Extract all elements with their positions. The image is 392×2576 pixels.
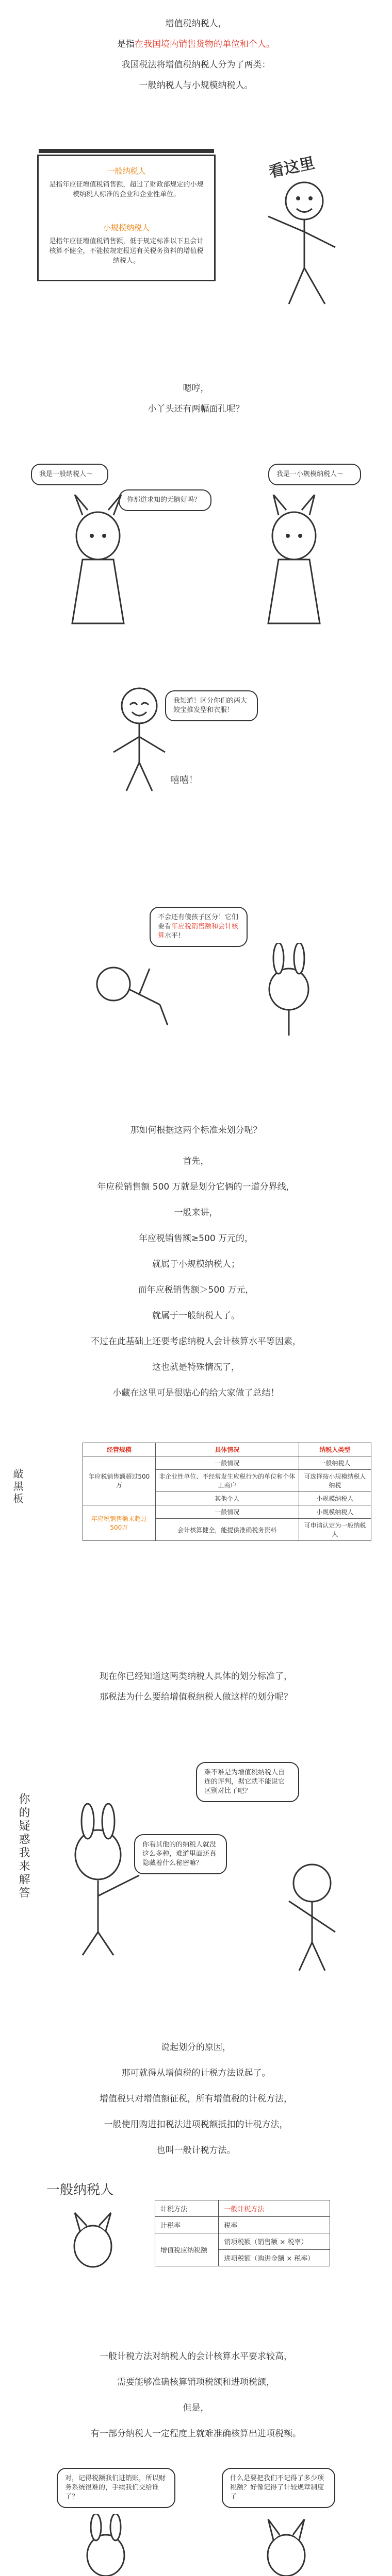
- speech-bubble: 你看其他的的纳税人就没这么多种，难道里面还真隐藏着什么秘密嘛？: [134, 1834, 227, 1874]
- small-title: 小规模纳税人: [103, 223, 150, 232]
- small-text: 是指年应征增值税销售额，低于规定标准以下且会计核算不健全，不能按规定报送有关税务资料的增值税纳税人。: [49, 238, 204, 265]
- table-row: 其他个人 小规模纳税人: [83, 1492, 371, 1505]
- p3-line: 就属于一般纳税人了。: [152, 1311, 240, 1321]
- rabbit-girl-figure: [248, 2514, 325, 2576]
- rabbit-teacher-figure: [52, 1803, 144, 1958]
- stick-figure-falling: [83, 948, 170, 1041]
- p3-line: 而年应税销售额＞500 万元，: [138, 1285, 254, 1295]
- table-row: 会计核算健全，能提供准确税务资料 可申请认定为一般纳税人: [83, 1519, 371, 1541]
- p5-line: 一般使用购进扣税法进项税额抵扣的计税方法，: [104, 2120, 288, 2130]
- stick-figure-laughing: [98, 680, 181, 793]
- p5-line: 说起划分的原因，: [161, 2042, 231, 2053]
- side-label: 你的疑惑我来解答: [17, 1793, 30, 1900]
- general-method-table: 计税方法 一般计税方法 计税率 税率 增值税应纳税额 销项税额（销售额 × 税率） 进项税额（购进金额 × 税率）: [155, 2200, 330, 2266]
- table-row: 年应税销售额超过500万 一般情况 一般纳税人: [83, 1456, 371, 1470]
- p5-line: 那可就得从增值税的计税方法说起了。: [121, 2068, 271, 2078]
- table-row: 非企业性单位、不经常发生应税行为的单位和个体工商户 可选择按小规模纳税人纳税: [83, 1470, 371, 1492]
- p6-line: 一般计税方法对纳税人的会计核算水平要求较高，: [100, 2351, 292, 2362]
- table-row: 年应税销售额未超过500万 一般情况 小规模纳税人: [83, 1505, 371, 1519]
- table-header: 具体情况: [155, 1443, 299, 1456]
- p6-line: 有一部分纳税人一定程度上就难准确核算出进项税额。: [91, 2429, 301, 2439]
- stick-figure-thinking: [268, 1855, 356, 1973]
- p3-line: 年应税销售额 500 万就是划分它俩的一道分界线，: [97, 1182, 295, 1192]
- speech-bubble: 不会还有傻孩子区分！它们要看年应税销售额和会计核算水平!: [150, 907, 248, 947]
- speech-bubble: 什么是要把我们不记得了多少项税额？好像记得了计较规章制度了: [222, 2468, 335, 2508]
- p3-line: 不过在此基础上还要考虑纳税人会计核算水平等因素，: [91, 1336, 301, 1347]
- p4-line: 那税法为什么要给增值税纳税人做这样的划分呢？: [100, 1692, 292, 1702]
- rabbit-figure: [248, 943, 330, 1046]
- speech-bubble: 对，记得税额我们进销账，所以财务系统很难的，手续我们交给谁了？: [57, 2468, 175, 2508]
- p5-line: 增值税只对增值额征税，所有增值税的计税方法，: [100, 2094, 292, 2104]
- taxpayer-classification-table: [83, 1443, 371, 1541]
- definition-box: [37, 155, 216, 281]
- table-header: 纳税人类型: [299, 1443, 371, 1456]
- intro-line: 我国税法将增值税纳税人分为了两类：: [121, 60, 271, 70]
- p6-line: 需要能够准确核算销项税额和进项税额，: [117, 2377, 275, 2387]
- speech-bubble: 我知道！区分你们的两大鲛宝推发型和衣服！: [165, 690, 258, 721]
- rabbit-girl-figure: [46, 495, 150, 629]
- exclaim-text: 嘻嘻！: [170, 775, 198, 786]
- p3-line: 这也就是特殊情况了，: [152, 1362, 240, 1372]
- speech-bubble: 我是一小规模纳税人～: [268, 464, 361, 485]
- table-row: 进项税额（购进金额 × 税率）: [155, 2250, 330, 2266]
- p3-line: 那如何根据这两个标准来划分呢？: [130, 1125, 262, 1136]
- speech-bubble: 难不难是为增值税纳税人自连的评判，据它就不能说它区别对比了吧？: [196, 1762, 299, 1802]
- speech-bubble: 你那道求知的无脑好吗？: [119, 489, 211, 511]
- rabbit-figure: [67, 2514, 144, 2576]
- p3-line: 小藏在这里可是很贴心的给大家做了总结！: [112, 1388, 280, 1398]
- table-label: 一般纳税人: [46, 2182, 114, 2198]
- table-header: 经营规模: [83, 1443, 156, 1456]
- p6-line: 但是，: [183, 2403, 209, 2413]
- p5-line: 也叫一般计税方法。: [156, 2145, 236, 2156]
- p2-line: 小丫头还有两幅面孔呢？: [148, 404, 244, 414]
- intro-line: 增值税纳税人，: [165, 19, 227, 29]
- intro-line: 是指在我国境内销售货物的单位和个人。: [117, 39, 275, 49]
- look-here-tag: 看这里: [267, 154, 317, 181]
- rabbit-girl-figure: [52, 2210, 134, 2282]
- rabbit-girl-figure: [242, 495, 346, 629]
- table-row: 计税率 税率: [155, 2217, 330, 2233]
- p3-line: 一般来讲，: [174, 1208, 218, 1218]
- speech-bubble: 我是一般纳税人～: [31, 464, 108, 485]
- p3-line: 年应税销售额≥500 万元的，: [138, 1233, 254, 1244]
- p2-line: 嗯哼，: [183, 383, 209, 394]
- table-row: 增值税应纳税额 销项税额（销售额 × 税率）: [155, 2233, 330, 2250]
- intro-line: 一般纳税人与小规模纳税人。: [139, 80, 253, 91]
- general-text: 是指年应征增值税销售额，超过了财政部规定的小规模纳税人标准的企业和企业性单位。: [49, 181, 204, 198]
- stick-figure-pointing: [248, 170, 351, 314]
- p3-line: 首先，: [183, 1156, 209, 1166]
- general-title: 一般纳税人: [107, 166, 146, 176]
- side-label: 敲黑板: [11, 1468, 24, 1505]
- p4-line: 现在你已经知道这两类纳税人具体的划分标准了，: [100, 1671, 292, 1682]
- p3-line: 就属于小规模纳税人；: [152, 1259, 240, 1269]
